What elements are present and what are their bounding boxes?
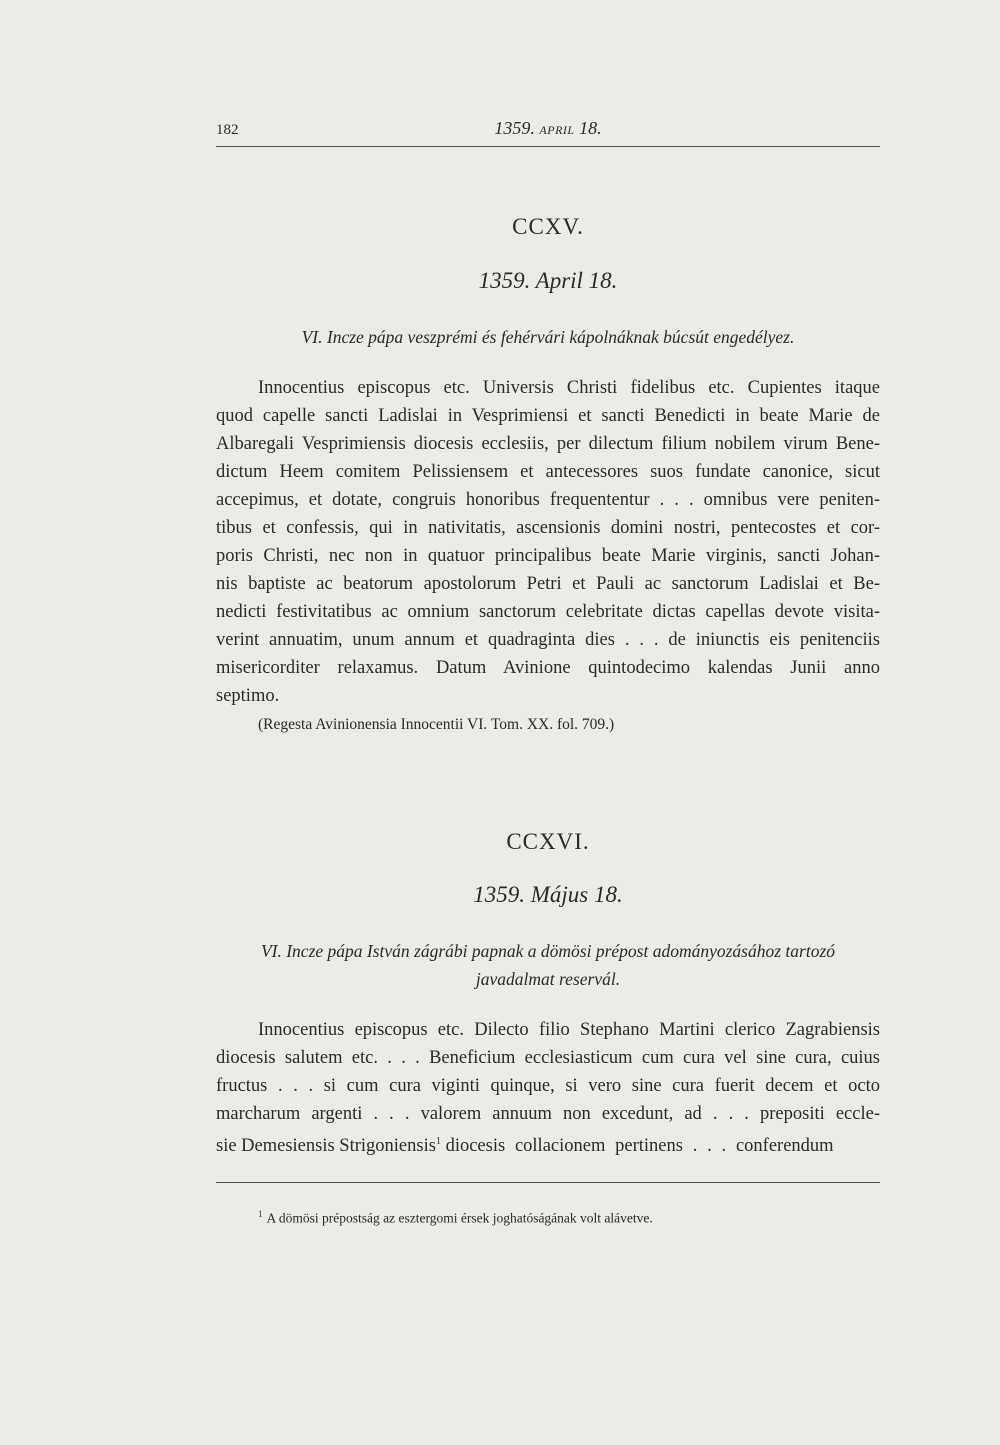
body-line: fructus . . . si cum cura viginti quinque, si vero sine cura fuerit decem et octo xyxy=(216,1076,880,1096)
body-line: nedicti festivitatibus ac omnium sanctorum celebritate dictas capellas devote visita- xyxy=(216,602,880,622)
footnote-reference: 1 xyxy=(435,1136,441,1147)
body-line-segment: diocesis collacionem pertinens . . . conferendum xyxy=(445,1136,834,1157)
running-head xyxy=(216,118,880,147)
document-number: CCXVI. xyxy=(506,829,590,854)
running-title-year: 1359. xyxy=(494,118,535,138)
body-line xyxy=(216,1128,880,1160)
document-body xyxy=(216,1016,880,1160)
body-line: Innocentius episcopus etc. Dilecto filio Stephano Martini clerico Zagrabiensis xyxy=(258,1020,880,1040)
body-line: accepimus, et dotate, congruis honoribus frequententur . . . omnibus vere peniten- xyxy=(216,490,880,510)
source-citation: (Regesta Avinionensia Innocentii VI. Tom. XX. fol. 709.) xyxy=(258,716,615,733)
body-line-segment: sie Demesiensis Strigoniensis xyxy=(216,1136,436,1157)
document-date: 1359. Május 18. xyxy=(473,882,623,907)
body-line: misericorditer relaxamus. Datum Avinione quintodecimo kalendas Junii anno xyxy=(216,658,880,678)
summary-line: VI. Incze pápa István zágrábi papnak a dömösi prépost adományozásához tartozó xyxy=(260,941,836,961)
footnote-marker: 1 xyxy=(258,1209,263,1219)
body-line: quod capelle sancti Ladislai in Vesprimiensi et sancti Benedicti in beate Marie de xyxy=(216,406,880,426)
body-line: verint annuatim, unum annum et quadraginta dies . . . de iniunctis eis penitenciis xyxy=(216,630,880,650)
running-title-month: APRIL xyxy=(539,123,575,137)
running-title xyxy=(216,118,880,139)
document-summary xyxy=(216,937,880,993)
body-line: diocesis salutem etc. . . . Beneficium ecclesiasticum cum cura vel sine cura, cuius xyxy=(216,1048,880,1068)
running-title-day: 18. xyxy=(579,118,602,138)
body-line: tibus et confessis, qui in nativitatis, ascensionis domini nostri, pentecostes et cor- xyxy=(216,518,880,538)
page-number: 182 xyxy=(216,122,239,138)
body-line: septimo. xyxy=(216,686,280,706)
footnote xyxy=(258,1209,653,1227)
document-number: CCXV. xyxy=(512,214,584,239)
body-line: marcharum argenti . . . valorem annuum non excedunt, ad . . . prepositi eccle- xyxy=(216,1104,880,1124)
document-summary: VI. Incze pápa veszprémi és fehérvári kápolnáknak búcsút engedélyez. xyxy=(301,327,795,347)
footnote-text: A dömösi prépostság az esztergomi érsek joghatóságának volt alávetve. xyxy=(266,1210,653,1226)
document-date: 1359. April 18. xyxy=(478,268,618,293)
body-line: Albaregali Vesprimiensis diocesis ecclesiis, per dilectum filium nobilem virum Bene- xyxy=(216,434,880,454)
body-line: poris Christi, nec non in quatuor principalibus beate Marie virginis, sancti Johan- xyxy=(216,546,880,566)
body-line: nis baptiste ac beatorum apostolorum Petri et Pauli ac sanctorum Ladislai et Be- xyxy=(216,574,880,594)
footnote-divider xyxy=(216,1182,880,1183)
body-line: dictum Heem comitem Pelissiensem et antecessores suos fundate canonice, sicut xyxy=(216,462,880,482)
body-line: Innocentius episcopus etc. Universis Christi fidelibus etc. Cupientes itaque xyxy=(258,378,880,398)
document-body xyxy=(216,374,880,710)
summary-line: javadalmat reservál. xyxy=(475,969,621,989)
